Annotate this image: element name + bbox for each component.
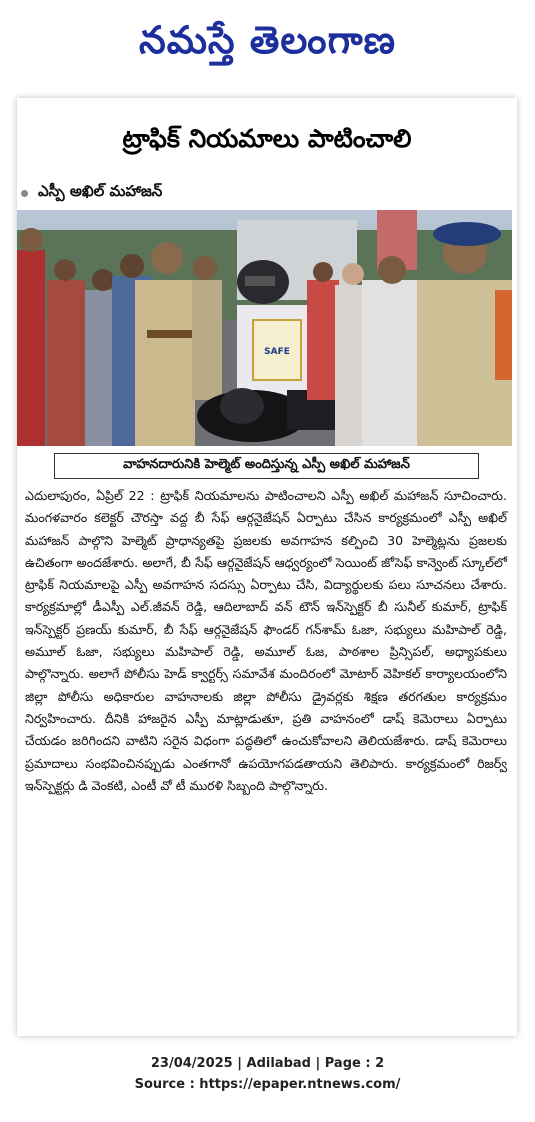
- masthead: [0, 0, 535, 88]
- footer-dateline: 23/04/2025 | Adilabad | Page : 2: [150, 1056, 385, 1071]
- byline-text: ఎస్పీ అఖిల్ మహాజన్: [38, 182, 163, 200]
- article-headline: ట్రాఫిక్ నియమాలు పాటించాలి: [122, 124, 412, 153]
- article-card: [17, 98, 517, 1036]
- photo-illustration: [17, 210, 512, 446]
- masthead-title: నమస్తే తెలంగాణ: [139, 16, 396, 62]
- poster-label: SAFE: [264, 347, 290, 357]
- photo-caption: వాహనదారునికి హెల్మెట్ అందిస్తున్న ఎస్పీ అఖిల్ మహాజన్: [54, 453, 479, 479]
- footer-source[interactable]: Source : https://epaper.ntnews.com/: [134, 1077, 401, 1092]
- bullet-icon: [21, 190, 28, 197]
- article-body: ఎదులాపురం, ఏప్రిల్ 22 : ట్రాఫిక్ నియమాలను పాటించాలని ఎస్పీ అఖిల్ మహాజన్ సూచించారు. మంగళవారం కలెక్టర్ చౌరస్తా వద్ద బీ సేఫ్ ఆర్గనైజేషన్ ఏర్పాటు చేసిన కార్యక్రమంలో ఎస్పీ అఖిల్ మహాజన్ పాల్గొని హెల్మెట్ ప్రాధాన్యతపై ప్రజలకు అవగాహన కల్పించి 30 హెల్మెట్లను ప్రజలకు ఉచితంగా అందజేశారు. అలాగే, బీ సేఫ్ ఆర్గనైజేషన్ ఆధ్వర్యంలో సెయింట్ జోసెఫ్ కాన్వెంట్ స్కూల్‌లో ట్రాఫిక్ నియమాలపై ఎస్పీ అవగాహన సదస్సు ఏర్పాటు చేసి, విద్యార్థులకు పలు సూచనలు చేశారు. కార్యక్రమాల్లో డీఎస్పీ ఎల్.జీవన్ రెడ్డి, ఆదిలాబాద్ వన్ టౌన్ ఇన్‌స్పెక్టర్ బీ సునీల్ కుమార్, ట్రాఫిక్ ఇన్‌స్పెక్టర్ ప్రణయ్ కుమార్, బీ సేఫ్ ఆర్గనైజేషన్ ఫౌండర్ గన్‌శామ్ ఓజా, సభ్యులు మహిపాల్ రెడ్డి, అమూల్ ఓజా, సభ్యులు మహిపాల్ రెడ్డి, అమూల్ ఓజ, పాఠశాల ప్రిన్సిపల్, అధ్యాపకులు పాల్గొన్నారు. అలాగే పోలీసు హెడ్ క్వార్టర్స్ సమావేశ మందిరంలో మోటార్ వెహికల్ కార్యాలయంలోని జిల్లా పోలీసు అధికారుల వాహనాలకు జిల్లా పోలీసు డ్రైవర్లకు శిక్షణ తరగతుల కార్యక్రమం నిర్వహించారు. దీనికి హాజరైన ఎస్పీ మాట్లాడుతూ, ప్రతి వాహనంలో డాష్ కెమెరాలు ఏర్పాటు చేయడం జరిగిందని వాటిని సరైన విధంగా పద్ధతిలో ఉంచుకోవాలని తెలియజేశారు. డాష్ కెమెరాలు ప్రమాదాలు సంభవించినప్పుడు ఎంతగానో ఉపయోగపడతాయని తెలిపారు. కార్యక్రమంలో రిజర్వ్ ఇన్‌స్పెక్టర్లు డి వెంకటి, ఎంటీ వో టీ మురళి సిబ్బంది పాల్గొన్నారు.: [25, 488, 507, 793]
- article-photo: [17, 210, 512, 446]
- footer: [0, 1053, 535, 1095]
- byline: [21, 182, 162, 204]
